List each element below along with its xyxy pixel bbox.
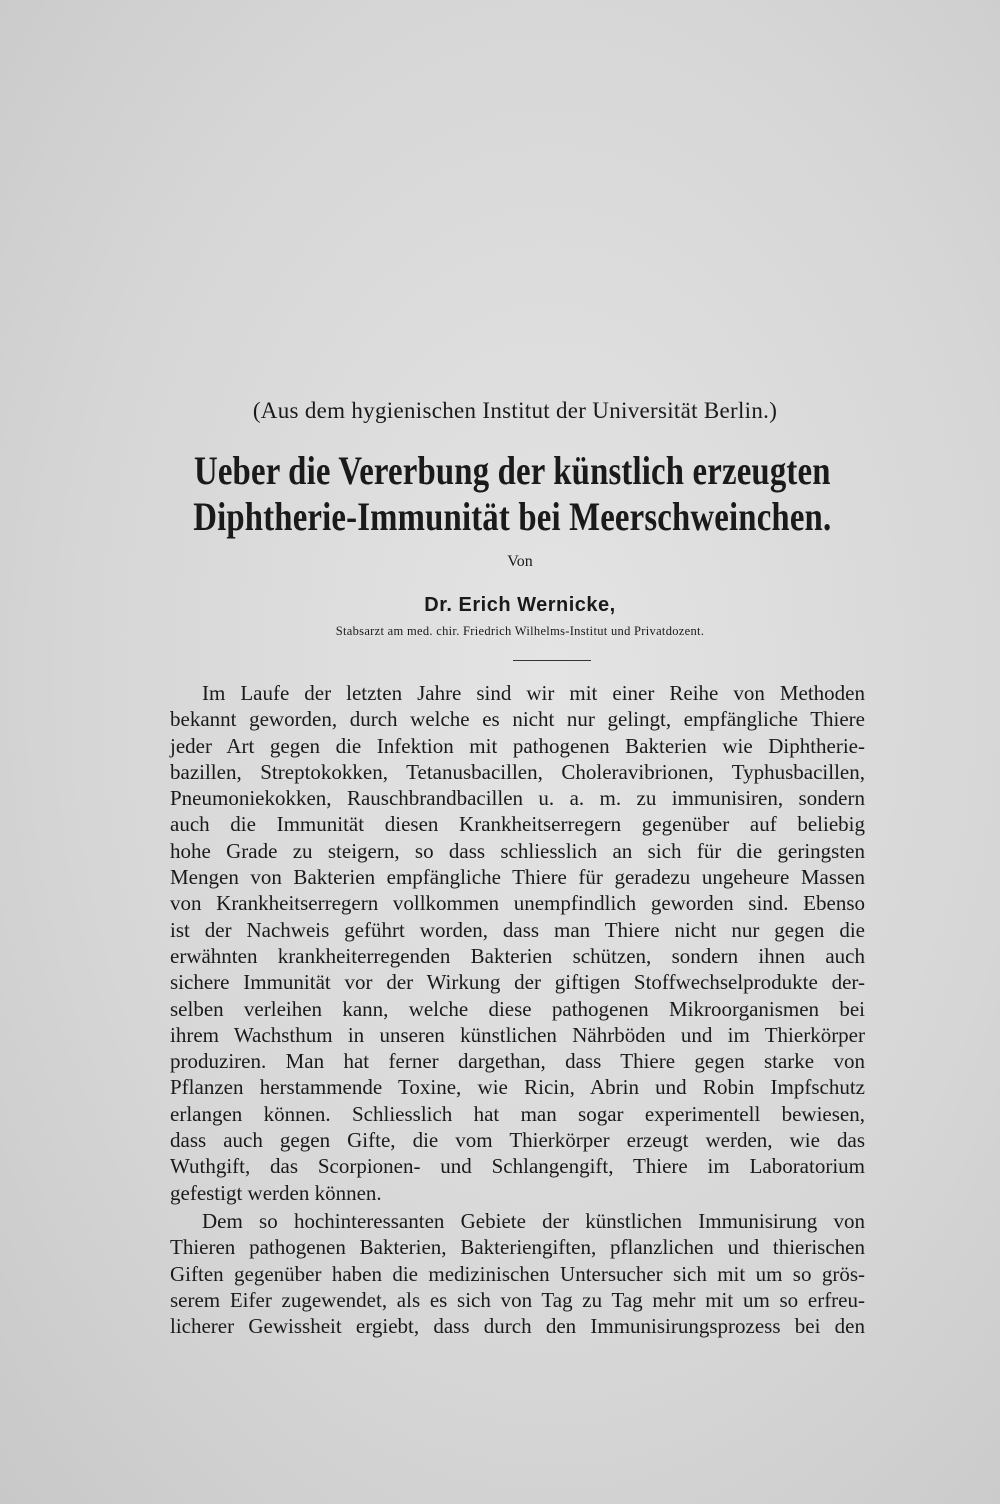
text-line: jeder Art gegen die Infektion mit pathogenen Bakterien wie Diphtherie- (170, 733, 865, 758)
section-divider (513, 660, 591, 661)
article-title-line-2: Diphtherie-Immunität bei Meerschweinchen. (193, 494, 832, 539)
text-line: Pneumoniekokken, Rauschbrandbacillen u. a. m. zu immunisiren, sondern (170, 786, 865, 811)
paragraph-2 (170, 1208, 865, 1339)
text-line: von Krankheitserregern vollkommen unempfindlich geworden sind. Ebenso (170, 891, 865, 916)
paragraph-1 (170, 680, 865, 1206)
text-line: Dem so hochinteressanten Gebiete der künstlichen Immunisirung von (202, 1208, 865, 1233)
article-body (170, 680, 865, 1339)
text-line: Wuthgift, das Scorpionen- und Schlangengift, Thiere im Laboratorium (170, 1154, 865, 1179)
text-line: Giften gegenüber haben die medizinischen Untersucher sich mit um so grös- (170, 1261, 865, 1286)
text-line: Thieren pathogenen Bakterien, Bakteriengiften, pflanzlichen und thierischen (170, 1235, 865, 1260)
author-affiliation: Stabsarzt am med. chir. Friedrich Wilhelms-Institut und Privatdozent. (335, 624, 705, 638)
text-line: Pflanzen herstammende Toxine, wie Ricin, Abrin und Robin Impfschutz (170, 1075, 865, 1100)
text-line: sichere Immunität vor der Wirkung der giftigen Stoffwechselprodukte der- (170, 970, 865, 995)
text-line: dass auch gegen Gifte, die vom Thierkörper erzeugt werden, wie das (170, 1128, 865, 1153)
text-line: bekannt geworden, durch welche es nicht nur gelingt, empfängliche Thiere (170, 707, 865, 732)
text-line: erwähnten krankheiterregenden Bakterien schützen, sondern ihnen auch (170, 943, 865, 968)
text-line: auch die Immunität diesen Krankheitserregern gegenüber auf beliebig (170, 812, 865, 837)
byline-von: Von (507, 553, 533, 570)
text-line: Im Laufe der letzten Jahre sind wir mit einer Reihe von Methoden (202, 681, 865, 705)
text-line: produziren. Man hat ferner dargethan, dass Thiere gegen starke von (170, 1049, 865, 1074)
text-line: selben verleihen kann, welche diese pathogenen Mikroorganismen bei (170, 996, 865, 1021)
text-line: erlangen können. Schliesslich hat man sogar experimentell bewiesen, (170, 1101, 865, 1126)
text-line: ist der Nachweis geführt worden, dass man Thiere nicht nur gegen die (170, 917, 865, 942)
article-title-line-1: Ueber die Vererbung der künstlich erzeugten (193, 448, 831, 493)
text-line: ihrem Wachsthum in unseren künstlichen Nährböden und im Thierkörper (170, 1022, 865, 1047)
text-line: bazillen, Streptokokken, Tetanusbacillen, Choleravibrionen, Typhusbacillen, (170, 759, 865, 784)
text-line: serem Eifer zugewendet, als es sich von Tag zu Tag mehr mit um so erfreu- (170, 1287, 865, 1312)
text-line: Mengen von Bakterien empfängliche Thiere für geradezu ungeheure Massen (170, 865, 865, 890)
text-line: hohe Grade zu steigern, so dass schliesslich an sich für die geringsten (170, 838, 865, 863)
text-line: licherer Gewissheit ergiebt, dass durch den Immunisirungsprozess bei den (170, 1314, 865, 1339)
author-name: Dr. Erich Wernicke, (424, 594, 616, 616)
text-line: gefestigt werden können. (170, 1180, 382, 1205)
institute-line: (Aus dem hygienischen Institut der Universität Berlin.) (252, 398, 778, 423)
